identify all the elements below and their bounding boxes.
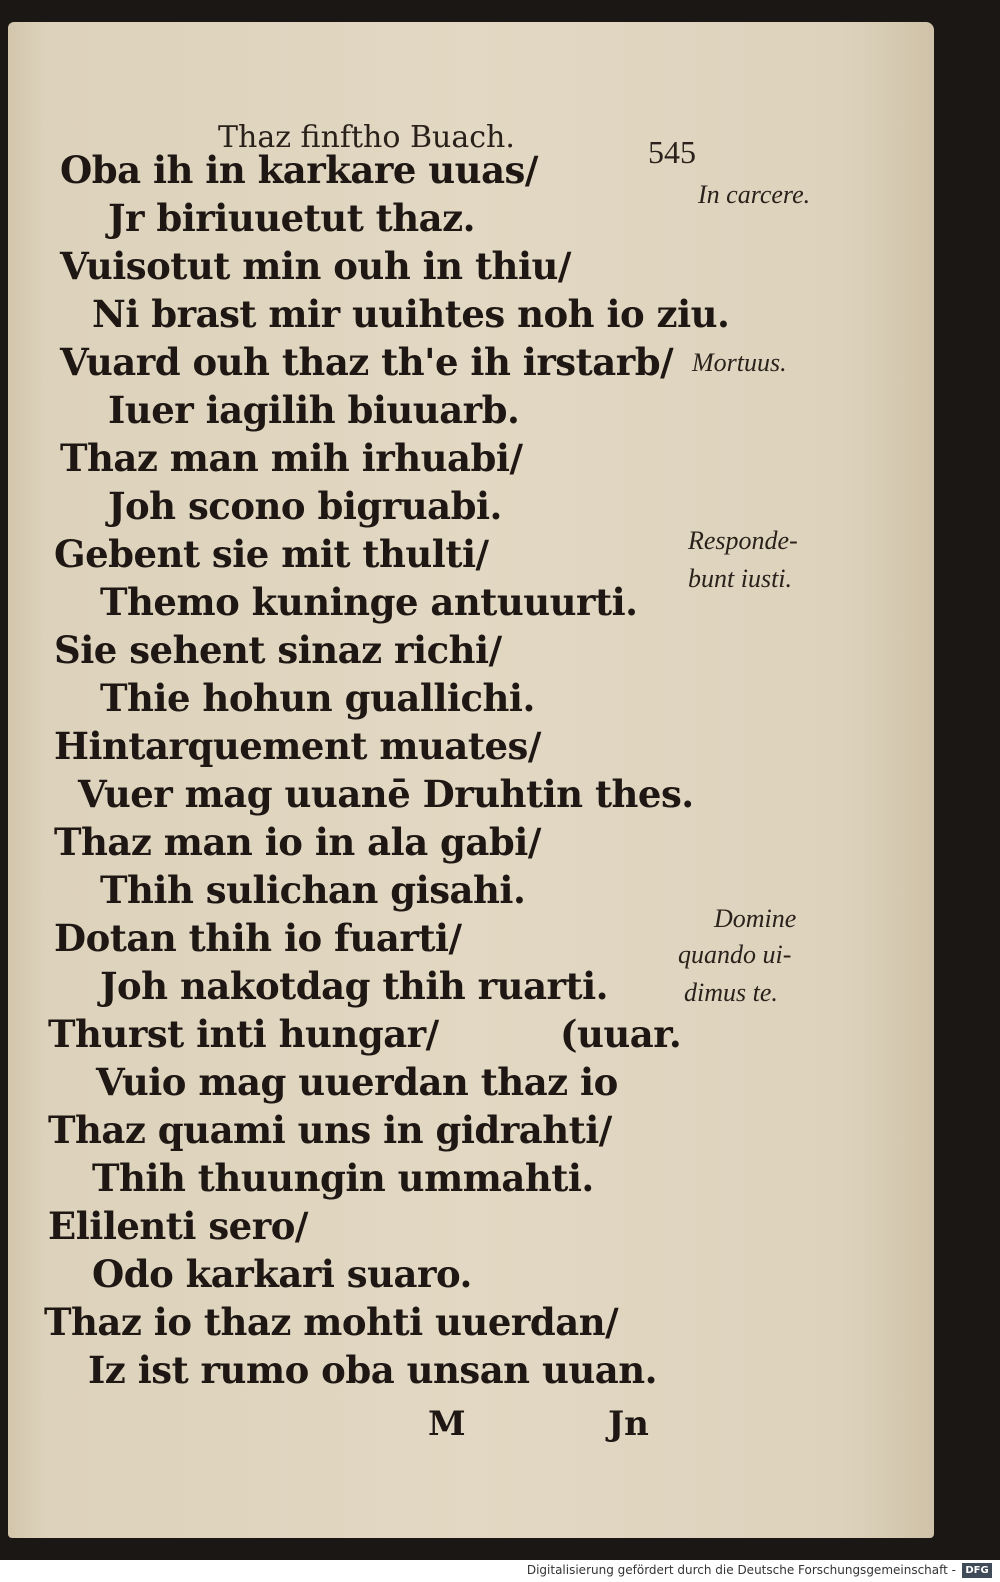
- margin-note: In carcere.: [698, 180, 811, 209]
- verse-line: Vuer mag uuanē Druhtin thes.: [78, 772, 694, 816]
- dfg-logo: DFG: [962, 1563, 992, 1578]
- verse-line: Joh scono bigruabi.: [108, 484, 502, 528]
- verse-line: Ni brast mir uuihtes noh io ziu.: [92, 292, 730, 336]
- verse-line: Gebent sie mit thulti/: [54, 532, 489, 576]
- margin-note: Responde-: [688, 526, 798, 555]
- margin-note: bunt iusti.: [688, 564, 793, 593]
- margin-note: quando ui-: [678, 940, 792, 969]
- verse-line: Thaz man io in ala gabi/: [54, 820, 541, 864]
- catchword: Jn: [608, 1404, 649, 1444]
- verse-line-end: (uuar.: [560, 1012, 682, 1056]
- margin-note: Mortuus.: [692, 348, 787, 377]
- footer-bar: [0, 1560, 1000, 1582]
- verse-line: Thaz quami uns in gidrahti/: [48, 1108, 612, 1152]
- funding-credit: Digitalisierung gefördert durch die Deutsche Forschungsgemeinschaft -: [526, 1563, 956, 1577]
- verse-line: Vuio mag uuerdan thaz io: [96, 1060, 618, 1104]
- margin-note: dimus te.: [684, 978, 778, 1007]
- verse-line: Thie hohun guallichi.: [100, 676, 535, 720]
- verse-line: Thaz man mih irhuabi/: [60, 436, 523, 480]
- book-page: [8, 22, 934, 1538]
- verse-line: Jr biriuuetut thaz.: [108, 196, 476, 240]
- verse-line: Iz ist rumo oba unsan uuan.: [88, 1348, 658, 1392]
- verse-line: Elilenti sero/: [48, 1204, 308, 1248]
- verse-line: Thih sulichan gisahi.: [100, 868, 526, 912]
- verse-line: Dotan thih io fuarti/: [54, 916, 462, 960]
- verse-line: Iuer iagilih biuuarb.: [108, 388, 520, 432]
- margin-note: Domine: [714, 904, 797, 933]
- verse-line: Thaz io thaz mohti uuerdan/: [44, 1300, 619, 1344]
- verse-line: Vuard ouh thaz th'e ih irstarb/: [60, 340, 674, 384]
- verse-line: Vuisotut min ouh in thiu/: [60, 244, 571, 288]
- verse-line: Thurst inti hungar/: [48, 1012, 439, 1056]
- verse-line: Sie sehent sinaz richi/: [54, 628, 502, 672]
- verse-line: Themo kuninge antuuurti.: [100, 580, 638, 624]
- folio-number: 545: [648, 134, 696, 170]
- verse-line: Hintarquement muates/: [54, 724, 541, 768]
- running-head: Thaz finftho Buach.: [218, 120, 515, 155]
- signature-mark: M: [428, 1404, 466, 1444]
- verse-line: Thih thuungin ummahti.: [92, 1156, 594, 1200]
- verse-line: Odo karkari suaro.: [92, 1252, 472, 1296]
- verse-line: Joh nakotdag thih ruarti.: [100, 964, 609, 1008]
- verse-line: Oba ih in karkare uuas/: [60, 148, 538, 192]
